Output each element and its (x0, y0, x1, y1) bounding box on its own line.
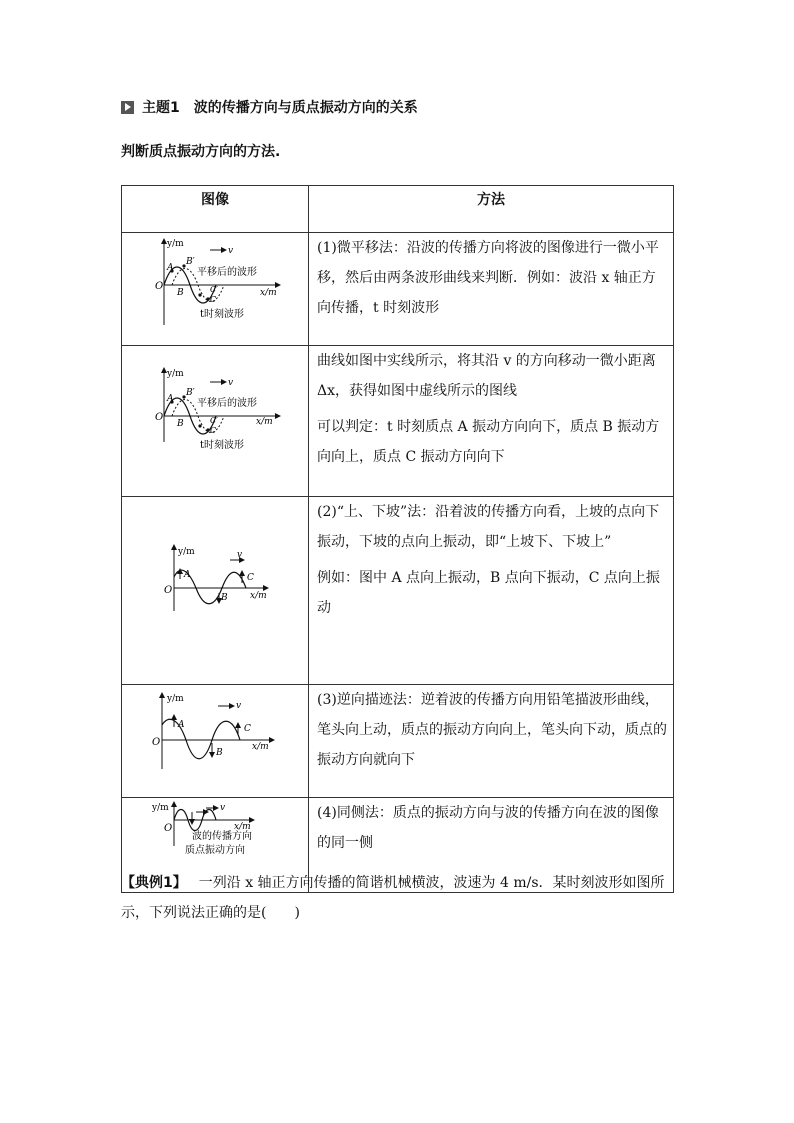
svg-text:A: A (167, 394, 174, 404)
shift-method-figure-1 (122, 233, 308, 341)
svg-text:y/m: y/m (178, 547, 195, 557)
method-paragraph: 曲线如图中实线所示，将其沿 v 的方向移动一微小距离 Δx，获得如图中虚线所示的图线 (317, 353, 656, 399)
method-cell (309, 346, 674, 497)
svg-text:C′: C′ (210, 416, 218, 425)
example-problem (121, 868, 676, 928)
svg-text:A: A (167, 263, 174, 273)
svg-text:x/m: x/m (260, 288, 277, 298)
svg-text:v: v (220, 803, 226, 813)
svg-text:C′: C′ (210, 285, 218, 294)
method-paragraph: (3)逆向描迹法：逆着波的传播方向用铅笔描波形曲线，笔头向上动，质点的振动方向向上，笔头向下动，质点的振动方向就向下 (317, 692, 667, 768)
svg-text:x/m: x/m (250, 591, 267, 601)
svg-text:平移后的波形: 平移后的波形 (197, 267, 257, 278)
trace-method-figure (122, 685, 308, 793)
topic-number: 主题1 (142, 100, 180, 116)
svg-text:v: v (228, 246, 234, 256)
example-tag: 【典例1】 (121, 875, 187, 891)
method-cell (309, 497, 674, 685)
svg-text:B: B (177, 419, 184, 429)
svg-text:O: O (164, 585, 173, 596)
svg-text:y/m: y/m (167, 239, 184, 249)
svg-text:C: C (244, 724, 251, 734)
svg-text:A: A (184, 570, 191, 580)
figure-cell (122, 233, 309, 346)
svg-text:B′: B′ (186, 388, 195, 398)
svg-text:C: C (247, 573, 254, 583)
section-heading (121, 97, 418, 117)
svg-text:质点振动方向: 质点振动方向 (185, 845, 245, 856)
svg-text:B: B (177, 288, 184, 298)
example-text: 一列沿 x 轴正方向传播的简谐机械横波，波速为 4 m/s．某时刻波形如图所示，下列说法正确的是( ) (121, 875, 665, 921)
method-paragraph: 例如：图中 A 点向上振动，B 点向下振动，C 点向上振动 (317, 570, 660, 616)
svg-text:C: C (210, 295, 217, 304)
intro-text: 判断质点振动方向的方法. (121, 144, 281, 160)
svg-text:B′: B′ (186, 257, 195, 267)
svg-text:y/m: y/m (167, 369, 184, 379)
svg-text:t时刻波形: t时刻波形 (200, 440, 245, 451)
table-row (122, 346, 674, 497)
svg-text:波的传播方向: 波的传播方向 (192, 831, 252, 842)
table-row (122, 497, 674, 685)
svg-text:平移后的波形: 平移后的波形 (197, 398, 257, 409)
table-row (122, 685, 674, 798)
svg-text:y/m: y/m (152, 803, 169, 813)
svg-text:x/m: x/m (252, 742, 269, 752)
figure-cell (122, 346, 309, 497)
svg-text:x/m: x/m (234, 822, 251, 832)
figure-cell (122, 497, 309, 685)
svg-text:B: B (216, 748, 223, 758)
method-paragraph: 可以判定：t 时刻质点 A 振动方向向下，质点 B 振动方向向上，质点 C 振动方向向下 (317, 419, 660, 465)
topic-title: 波的传播方向与质点振动方向的关系 (193, 100, 418, 116)
shift-method-figure-2 (122, 346, 308, 456)
slope-method-figure (122, 497, 308, 680)
svg-text:v: v (228, 378, 234, 388)
method-paragraph: (4)同侧法：质点的振动方向与波的传播方向在波的图像的同一侧 (317, 805, 659, 851)
method-paragraph: (2)“上、下坡”法：沿着波的传播方向看，上坡的点向下振动，下坡的点向上振动，即“上坡下、下坡上” (317, 504, 660, 550)
svg-text:y/m: y/m (167, 694, 184, 704)
play-marker-icon (121, 101, 134, 114)
svg-text:B: B (221, 593, 228, 603)
table-header-row (122, 186, 674, 233)
svg-text:O: O (155, 281, 164, 292)
svg-text:t时刻波形: t时刻波形 (200, 309, 245, 320)
header-method: 方法 (309, 186, 674, 233)
methods-table (121, 185, 674, 893)
method-cell (309, 233, 674, 346)
svg-text:x/m: x/m (256, 417, 273, 427)
svg-text:O: O (164, 823, 173, 834)
svg-text:C: C (210, 426, 217, 435)
header-figure: 图像 (122, 186, 309, 233)
figure-cell (122, 685, 309, 798)
svg-text:O: O (152, 737, 161, 748)
table-row (122, 233, 674, 346)
method-cell (309, 685, 674, 798)
svg-text:O: O (155, 412, 164, 423)
method-paragraph: (1)微平移法：沿波的传播方向将波的图像进行一微小平移，然后由两条波形曲线来判断．例如：波沿 x 轴正方向传播，t 时刻波形 (317, 240, 659, 316)
svg-text:v: v (237, 550, 243, 560)
svg-text:v: v (236, 701, 242, 711)
svg-text:A: A (178, 720, 185, 730)
